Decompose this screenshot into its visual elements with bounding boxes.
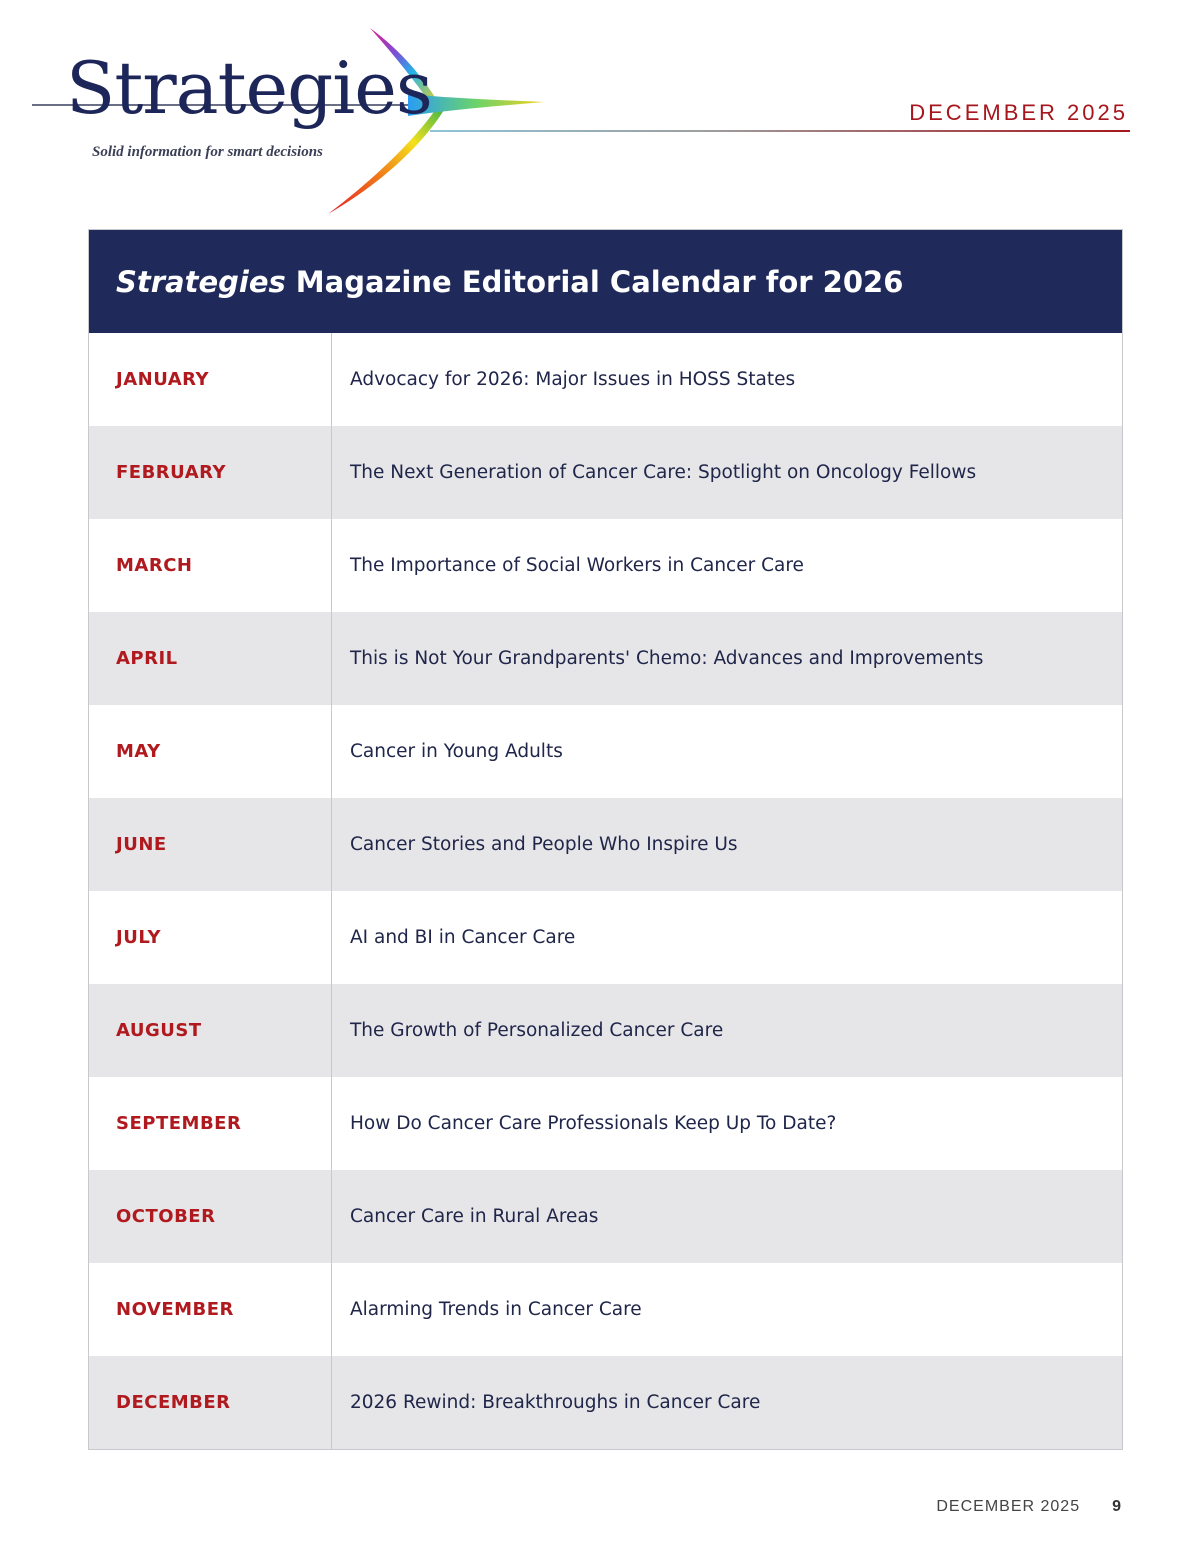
topic-cell: The Growth of Personalized Cancer Care [350,1020,724,1041]
month-cell: SEPTEMBER [89,1077,332,1170]
month-cell: NOVEMBER [89,1263,332,1356]
table-row [89,426,1122,519]
table-row [89,1356,1122,1449]
month-cell: DECEMBER [89,1356,332,1449]
page-number: 9 [1112,1498,1122,1515]
calendar-title-magazine: Strategies [116,264,286,299]
page-footer [936,1498,1122,1516]
logo-wordmark: Strategies [66,46,432,130]
table-row [89,891,1122,984]
topic-cell: Cancer Stories and People Who Inspire Us [350,834,738,855]
month-cell: JUNE [89,798,332,891]
table-row [89,705,1122,798]
topic-cell: This is Not Your Grandparents' Chemo: Advances and Improvements [350,648,984,669]
month-cell: OCTOBER [89,1170,332,1263]
month-cell: JULY [89,891,332,984]
topic-cell: Advocacy for 2026: Major Issues in HOSS States [350,369,796,390]
strategies-logo [28,26,548,218]
topic-cell: The Importance of Social Workers in Cancer Care [350,555,804,576]
table-row [89,798,1122,891]
issue-date: DECEMBER 2025 [909,100,1128,125]
table-row [89,519,1122,612]
month-cell: APRIL [89,612,332,705]
header-rule [430,130,1130,132]
month-cell: FEBRUARY [89,426,332,519]
calendar-title [89,230,1122,333]
table-row [89,1170,1122,1263]
month-cell: MAY [89,705,332,798]
month-cell: AUGUST [89,984,332,1077]
calendar-title-text: Magazine Editorial Calendar for 2026 [295,264,904,299]
table-row [89,1077,1122,1170]
logo-tagline: Solid information for smart decisions [92,144,323,160]
topic-cell: Cancer Care in Rural Areas [350,1206,599,1227]
topic-cell: How Do Cancer Care Professionals Keep Up To Date? [350,1113,837,1134]
table-row [89,984,1122,1077]
table-row [89,333,1122,426]
month-cell: MARCH [89,519,332,612]
topic-cell: The Next Generation of Cancer Care: Spotlight on Oncology Fellows [350,462,977,483]
topic-cell: Cancer in Young Adults [350,741,563,762]
topic-cell: AI and BI in Cancer Care [350,927,576,948]
footer-date: DECEMBER 2025 [936,1498,1081,1515]
editorial-calendar-table [88,229,1123,1450]
month-cell: JANUARY [89,333,332,426]
table-row [89,1263,1122,1356]
topic-cell: 2026 Rewind: Breakthroughs in Cancer Care [350,1392,761,1413]
topic-cell: Alarming Trends in Cancer Care [350,1299,642,1320]
table-row [89,612,1122,705]
